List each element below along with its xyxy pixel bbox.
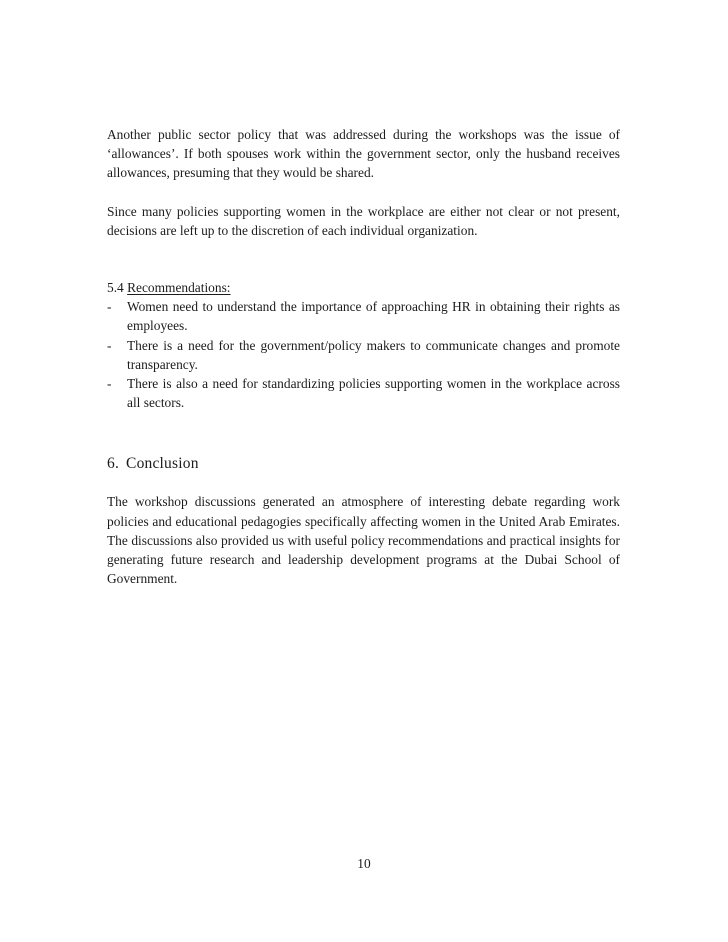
recommendations-heading (107, 278, 620, 297)
recommendation-text: There is also a need for standardizing policies supporting women in the workplace across all sectors. (127, 376, 620, 411)
conclusion-paragraph: The workshop discussions generated an atmosphere of interesting debate regarding work policies and educational pedagogies specifically affecting women in the United Arab Emirates. The discussions also provided us with useful policy recommendations and practical insights for generating future research and leadership development programs at the Dubai School of Government. (107, 494, 620, 587)
recommendation-text: There is a need for the government/policy makers to communicate changes and promote transparency. (127, 337, 620, 372)
recommendations-section (107, 278, 620, 412)
list-item (107, 336, 620, 374)
list-item (107, 374, 620, 412)
recommendations-number: 5.4 (107, 280, 124, 296)
bullet-dash: - (107, 299, 112, 315)
list-item (107, 297, 620, 335)
paragraph-policies-discretion: Since many policies supporting women in the workplace are either not clear or not present, decisions are left up to the discretion of each individual organization. (107, 203, 620, 238)
paragraph-allowances: Another public sector policy that was addressed during the workshops was the issue of ‘allowances’. If both spouses work within the government sector, only the husband receives allowances, presuming that they would be shared. (107, 127, 620, 181)
bullet-dash: - (107, 337, 112, 353)
page-number: 10 (357, 856, 371, 871)
document-page (107, 125, 620, 588)
conclusion-number: 6. (107, 455, 120, 473)
recommendations-title: Recommendations: (127, 280, 231, 296)
recommendations-list (107, 297, 620, 412)
conclusion-heading (107, 454, 620, 474)
conclusion-title: Conclusion (126, 455, 199, 473)
recommendation-text: Women need to understand the importance of approaching HR in obtaining their rights as employees. (127, 299, 620, 334)
bullet-dash: - (107, 376, 112, 392)
